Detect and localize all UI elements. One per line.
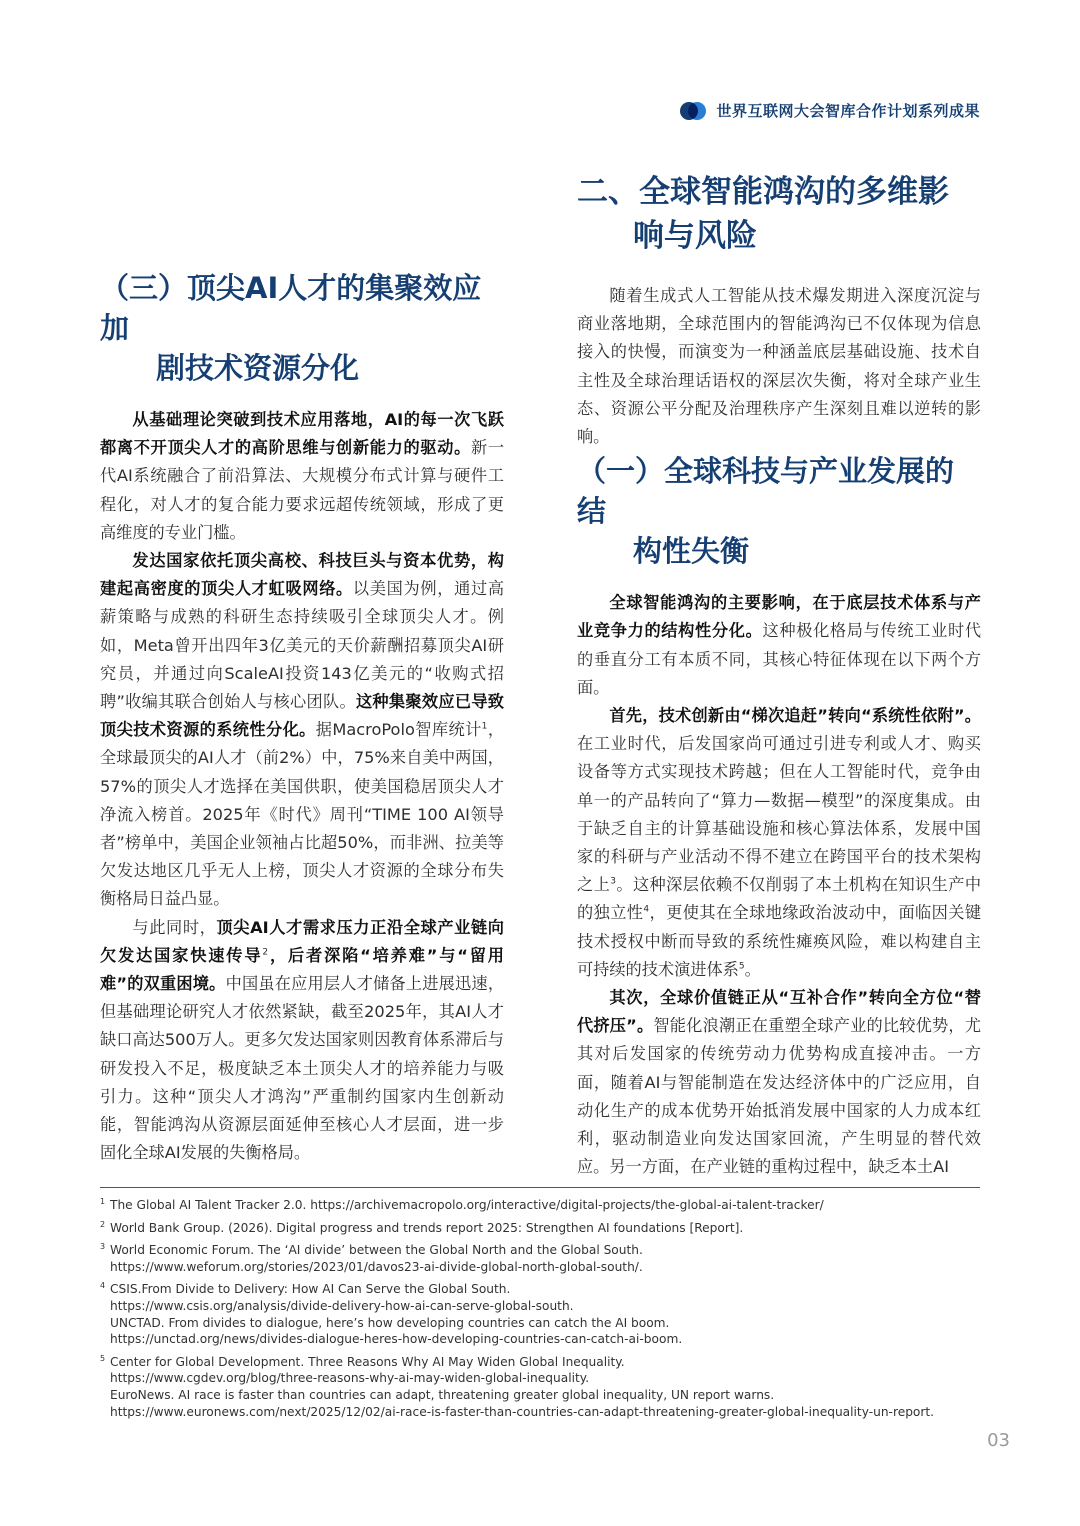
footnote-line: EuroNews. AI race is faster than countries can adapt, threatening greater global inequality, UN report warns. [110,1387,775,1402]
right-p1-text: 这种极化格局与传统工业时代的垂直分工有本质不同，其核心特征体现在以下两个方面。 [577,621,982,697]
footnote-line: CSIS.From Divide to Delivery: How AI Can Serve the Global South. [110,1282,511,1297]
left-p2-bold1: 发达国家依托顶尖高校、科技巨头与资本优势，构建起高密度的顶尖人才虹吸网络。 [100,551,504,599]
header-title: 世界互联网大会智库合作计划系列成果 [716,102,980,120]
left-p3-text2: 中国虽在应用层人才储备上进展迅速，但基础理论研究人才依然紧缺，截至2025年，其AI人才缺口高达500万人。更多欠发达国家则因教育体系滞后与研发投入不足，极度缺乏本土顶尖人才的培养能力与吸引力。这种“顶尖人才鸿沟”严重制约国家内生创新动能，智能鸿沟从资源层面延伸至核心人才层面，进一步固化全球AI发展的失衡格局。 [100,974,505,1163]
left-p3-bold2: ，后者深陷“培养难”与“留用难”的双重困境。 [100,945,504,994]
section-3-title-line2: 剧技术资源分化 [156,351,360,385]
dual-circle-logo-icon [680,101,706,121]
footnote-line[interactable]: https://www.cgdev.org/blog/three-reasons-why-ai-may-widen-global-inequality. [110,1371,590,1386]
right-paragraph-2 [577,702,981,984]
footnote-item [100,1354,980,1420]
footnote-item [100,1242,980,1275]
footnote-number: 1 [100,1197,106,1206]
chapter-2-title [577,170,981,258]
section-3-title-line1: （三）顶尖AI人才的集聚效应加 [100,271,482,345]
right-column [577,170,981,1181]
left-column [100,268,504,1167]
right-intro-paragraph: 随着生成式人工智能从技术爆发期进入深度沉淀与商业落地期，全球范围内的智能鸿沟已不仅体现为信息接入的快慢，而演变为一种涵盖底层基础设施、技术自主性及全球治理话语权的深层次失衡，将对全球产业生态、资源公平分配及治理秩序产生深刻且难以逆转的影响。 [577,286,981,447]
right-paragraph-1 [577,589,981,702]
right-p2-text4: 。 [744,959,761,979]
footnote-divider [100,1187,980,1188]
left-p2-text2b: ，全球最顶尖的AI人才（前2%）中，75%来自美中两国，57%的顶尖人才选择在美国供职，使美国稳居顶尖人才净流入榜首。2025年《时代》周刊“TIME 100 AI领导者”榜单中，美国企业领袖占比超50%，而非洲、拉美等欠发达地区几乎无人上榜，顶尖人才资源的全球分布失衡格局日益凸显。 [100,720,505,909]
right-p1-bold: 全球智能鸿沟的主要影响，在于底层技术体系与产业竞争力的结构性分化。 [577,593,981,641]
footnotes [100,1197,980,1426]
left-paragraph-1 [100,406,504,547]
footnote-line[interactable]: https://www.csis.org/analysis/divide-delivery-how-ai-can-serve-global-south. [110,1298,574,1313]
left-p1-bold: 从基础理论突破到技术应用落地，AI的每一次飞跃都离不开顶尖人才的高阶思维与创新能力的驱动。 [100,410,504,458]
section-1-title [577,451,981,571]
footnote-line: World Bank Group. (2026). Digital progress and trends report 2025: Strengthen AI foundations [Report]. [110,1220,744,1235]
footnote-number: 2 [100,1219,106,1229]
right-p2-text2: 。这种深层依赖不仅削弱了本土机构在知识生产中的独立性 [577,875,982,923]
section-1-title-line1: （一）全球科技与产业发展的结 [577,454,955,529]
footnote-item [100,1281,980,1347]
left-p3-bold1: 顶尖AI人才需求压力正沿全球产业链向欠发达国家快速传导 [100,917,504,965]
footnote-ref-3[interactable]: 3 [610,876,616,887]
footnote-number: 3 [100,1242,106,1252]
left-paragraph-2 [100,547,504,914]
left-p2-bold2: 这种集聚效应已导致顶尖技术资源的系统性分化。 [100,692,504,740]
left-p1-text: 新一代AI系统融合了前沿算法、大规模分布式计算与硬件工程化，对人才的复合能力要求远超传统领域，形成了更高维度的专业门槛。 [100,438,505,542]
footnote-line[interactable]: https://unctad.org/news/divides-dialogue-heres-how-developing-countries-can-catch-ai-boom. [110,1332,683,1347]
chapter-2-title-line1: 二、全球智能鸿沟的多维影 [577,174,949,210]
right-paragraph-3 [577,984,981,1181]
left-p3-text1: 与此同时， [132,917,217,937]
footnote-line[interactable]: https://www.euronews.com/next/2025/12/02/ai-race-is-faster-than-countries-can-adapt-threatening-greater-global-inequality-un-report. [110,1404,935,1419]
left-paragraph-3 [100,914,504,1168]
page-header [680,100,980,121]
footnote-line: UNCTAD. From divides to dialogue, here’s how developing countries can catch the AI boom. [110,1315,670,1330]
footnote-item [100,1220,980,1237]
section-3-title [100,268,504,388]
page-number: 03 [987,1430,1010,1451]
footnote-ref-2[interactable]: 2 [262,947,269,958]
footnote-ref-5[interactable]: 5 [738,961,745,972]
right-p2-bold: 首先，技术创新由“梯次追赶”转向“系统性依附”。 [609,706,981,726]
footnote-line[interactable]: https://www.weforum.org/stories/2023/01/davos23-ai-divide-global-north-global-south/. [110,1259,643,1274]
footnote-item [100,1197,980,1214]
right-p2-text1: 在工业时代，后发国家尚可通过引进专利或人才、购买设备等方式实现技术跨越；但在人工智能时代，竞争由单一的产品转向了“算力—数据—模型”的深度集成。由于缺乏自主的计算基础设施和核心算法体系，发展中国家的科研与产业活动不得不建立在跨国平台的技术架构之上 [577,734,981,895]
footnote-line: Center for Global Development. Three Reasons Why AI May Widen Global Inequality. [110,1354,625,1369]
footnote-line[interactable]: The Global AI Talent Tracker 2.0. https://archivemacropolo.org/interactive/digital-projects/the-global-ai-talent-tracker/ [110,1198,824,1212]
footnote-number: 4 [100,1281,106,1291]
right-p3-bold: 其次，全球价值链正从“互补合作”转向全方位“替代挤压”。 [577,988,981,1036]
footnote-line: World Economic Forum. The ‘AI divide’ between the Global North and the Global South. [110,1243,643,1258]
footnote-ref-4[interactable]: 4 [643,905,650,916]
footnote-number: 5 [100,1353,106,1363]
section-1-title-line2: 构性失衡 [633,534,750,569]
chapter-2-title-line2: 响与风险 [633,218,757,254]
right-p3-text: 智能化浪潮正在重塑全球产业的比较优势，尤其对后发国家的传统劳动力优势构成直接冲击。一方面，随着AI与智能制造在发达经济体中的广泛应用，自动化生产的成本优势开始抵消发展中国家的人力成本红利，驱动制造业向发达国家回流，产生明显的替代效应。另一方面，在产业链的重构过程中，缺乏本土AI [577,1016,982,1177]
footnote-ref-1[interactable]: 1 [481,721,488,732]
left-p2-text2a: 据MacroPolo智库统计 [315,720,482,740]
left-p2-text1: 以美国为例，通过高薪策略与成熟的科研生态持续吸引全球顶尖人才。例如，Meta曾开出四年3亿美元的天价薪酬招募顶尖AI研究员，并通过向ScaleAI投资143亿美元的“收购式招聘”收编其联合创始人与核心团队。 [100,579,505,712]
right-p2-text3: ，更使其在全球地缘政治波动中，面临因关键技术授权中断而导致的系统性瘫痪风险，难以构建自主可持续的技术演进体系 [577,903,982,979]
